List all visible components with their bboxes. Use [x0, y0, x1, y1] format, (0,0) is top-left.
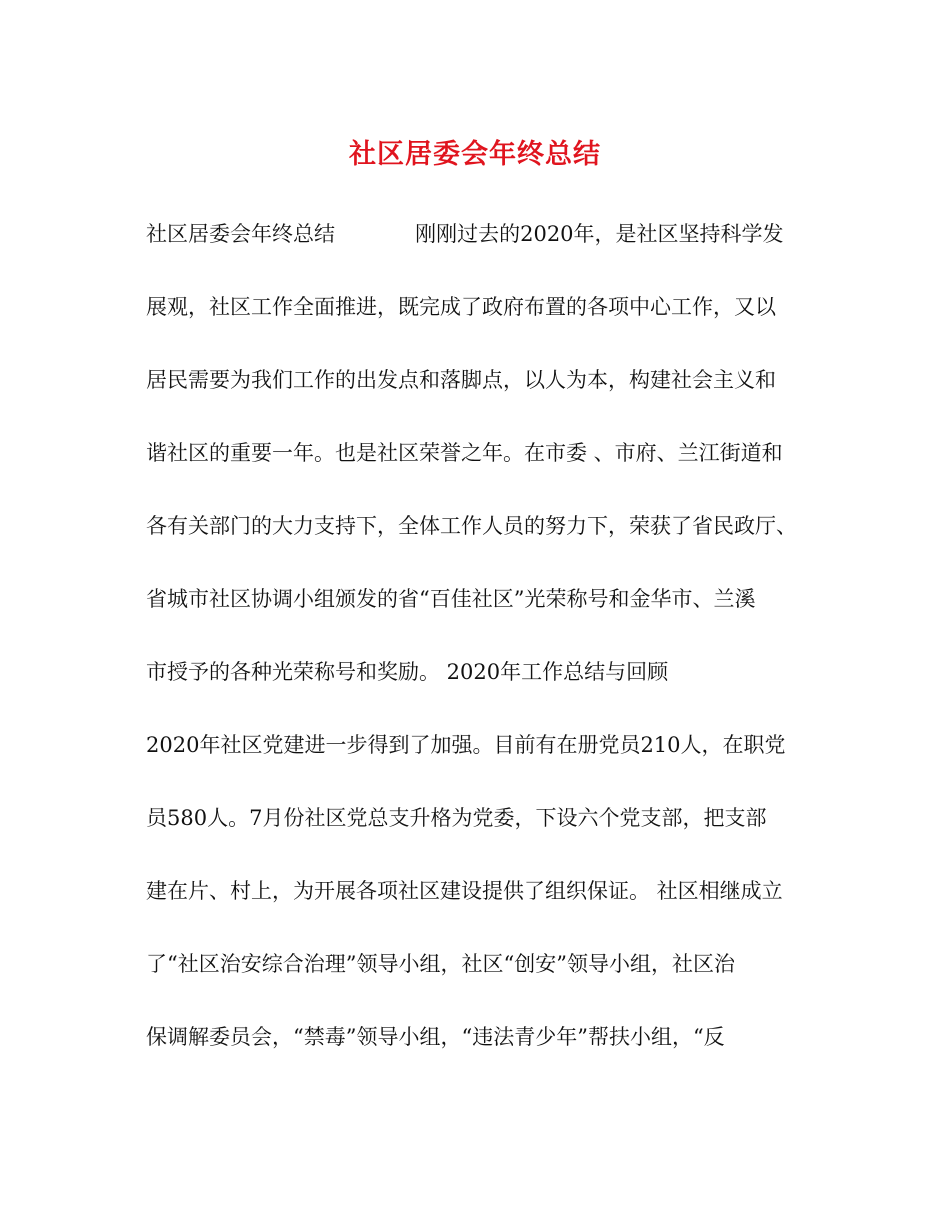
body-line: 2020年社区党建进一步得到了加强。目前有在册党员210人，在职党	[146, 733, 786, 757]
body-line: 居民需要为我们工作的出发点和落脚点，以人为本，构建社会主义和	[146, 368, 776, 392]
body-line: 谐社区的重要一年。也是社区荣誉之年。在市委 、市府、兰江街道和	[146, 441, 783, 465]
body-line: 员580人。7月份社区党总支升格为党委，下设六个党支部，把支部	[146, 806, 767, 830]
body-line: 各有关部门的大力支持下，全体工作人员的努力下，荣获了省民政厅、	[146, 514, 797, 538]
body-line: 社区居委会年终总结 刚刚过去的2020年，是社区坚持科学发	[146, 222, 784, 246]
body-line: 了“社区治安综合治理”领导小组，社区“创安”领导小组，社区治	[146, 952, 735, 976]
body-line: 建在片、村上，为开展各项社区建设提供了组织保证。 社区相继成立	[146, 879, 783, 903]
body-line: 展观，社区工作全面推进，既完成了政府布置的各项中心工作，又以	[146, 295, 776, 319]
body-line: 保调解委员会，“禁毒”领导小组，“违法青少年”帮扶小组，“反	[146, 1025, 725, 1049]
document-body	[146, 216, 818, 1092]
body-line: 市授予的各种光荣称号和奖励。 2020年工作总结与回顾	[146, 660, 669, 684]
document-title: 社区居委会年终总结	[349, 139, 601, 170]
body-line: 省城市社区协调小组颁发的省“百佳社区”光荣称号和金华市、兰溪	[146, 587, 756, 611]
